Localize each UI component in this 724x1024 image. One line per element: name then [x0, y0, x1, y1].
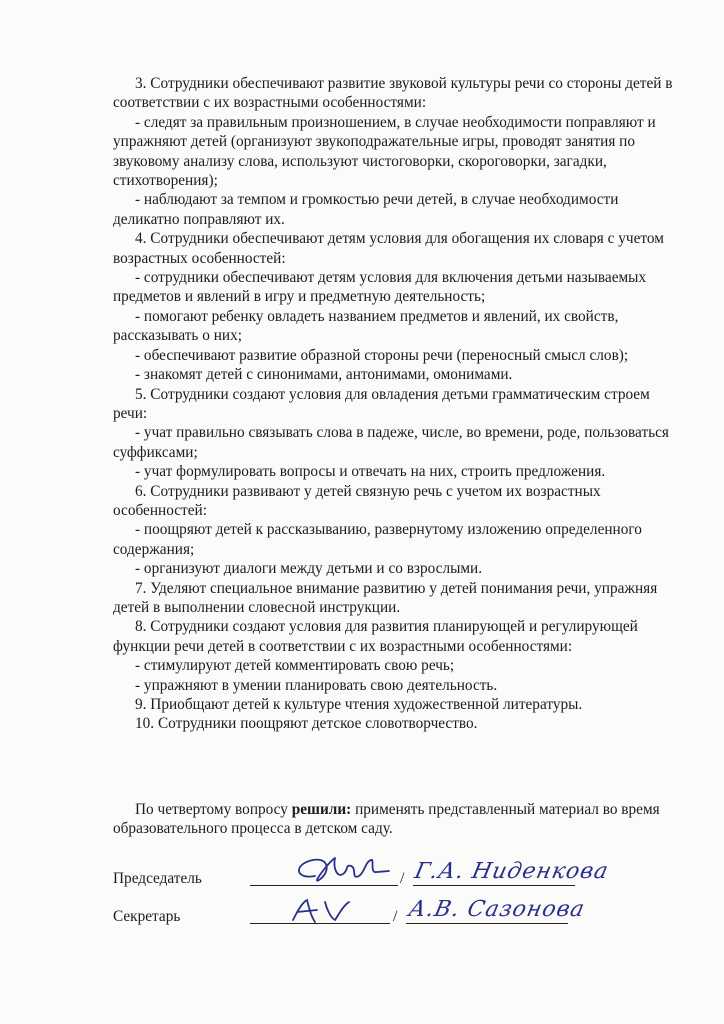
item-4-point-c: - обеспечивают развитие образной стороны речи (переносный смысл слов);	[135, 346, 629, 364]
chair-label: Председатель	[113, 870, 202, 887]
secretary-signature-scribble	[273, 896, 363, 926]
item-8: 8. Сотрудники создают условия для развития планирующей и регулирующей функции речи детей в соответствии с их возрастными особенностями:	[113, 618, 638, 655]
secretary-name-line	[406, 923, 568, 924]
chair-signature-scribble	[285, 854, 395, 888]
item-3-point-a: - следят за правильным произношением, в случае необходимости поправляют и упражняют детей (организуют звукоподражательные игры, проводят занятия по звуковому анализу слова, используют чистоговорки, скороговорки, загадки, стихотворения);	[113, 113, 656, 190]
secretary-name: А.В. Сазонова	[406, 897, 588, 922]
item-3-point-b: - наблюдают за темпом и громкостью речи детей, в случае необходимости деликатно поправляют их.	[113, 191, 619, 228]
item-6-point-b: - организуют диалоги между детьми и со взрослыми.	[135, 560, 483, 578]
item-8-point-a: - стимулируют детей комментировать свою речь;	[135, 657, 455, 675]
item-5-point-a: - учат правильно связывать слова в падеже, числе, во времени, роде, пользоваться суффиксами;	[113, 424, 669, 461]
protocol-body	[113, 74, 683, 734]
chair-signature-row	[113, 859, 633, 892]
decision-text: применять представленный материал во время образовательного процесса в детском саду.	[113, 801, 660, 838]
decision-paragraph	[113, 800, 683, 839]
item-5-point-b: - учат формулировать вопросы и отвечать на них, строить предложения.	[135, 463, 606, 481]
item-6: 6. Сотрудники развивают у детей связную речь с учетом их возрастных особенностей:	[113, 482, 601, 519]
chair-name: Г.А. Ниденкова	[412, 859, 611, 884]
item-6-point-a: - поощряют детей к рассказыванию, развернутому изложению определенного содержания;	[113, 521, 642, 558]
item-4-point-a: - сотрудники обеспечивают детям условия для включения детьми называемых предметов и явлений в игру и предметную деятельность;	[113, 269, 647, 306]
decision-lead: По четвертому вопросу	[135, 801, 292, 818]
secretary-separator: /	[393, 908, 398, 925]
item-9: 9. Приобщают детей к культуре чтения художественной литературы.	[135, 696, 583, 713]
item-7: 7. Уделяют специальное внимание развитию у детей понимания речи, упражняя детей в выполнении словесной инструкции.	[113, 579, 658, 616]
secretary-signature-row	[113, 897, 633, 930]
item-4: 4. Сотрудники обеспечивают детям условия для обогащения их словаря с учетом возрастных особенностей:	[113, 230, 664, 267]
item-3: 3. Сотрудники обеспечивают развитие звуковой культуры речи со стороны детей в соответствии с их возрастными особенностями:	[113, 75, 673, 112]
secretary-label: Секретарь	[113, 908, 181, 925]
item-4-point-d: - знакомят детей с синонимами, антонимами, омонимами.	[135, 366, 513, 384]
item-5: 5. Сотрудники создают условия для овладения детьми грамматическим строем речи:	[113, 385, 650, 422]
chair-separator: /	[400, 870, 405, 887]
item-4-point-b: - помогают ребенку овладеть названием предметов и явлений, их свойств, рассказывать о них;	[113, 307, 619, 345]
decision-block	[113, 800, 683, 839]
decision-keyword: решили:	[291, 801, 352, 818]
item-10: 10. Сотрудники поощряют детское словотворчество.	[135, 715, 478, 733]
chair-name-line	[413, 885, 575, 886]
item-8-point-b: - упражняют в умении планировать свою деятельность.	[135, 676, 498, 694]
